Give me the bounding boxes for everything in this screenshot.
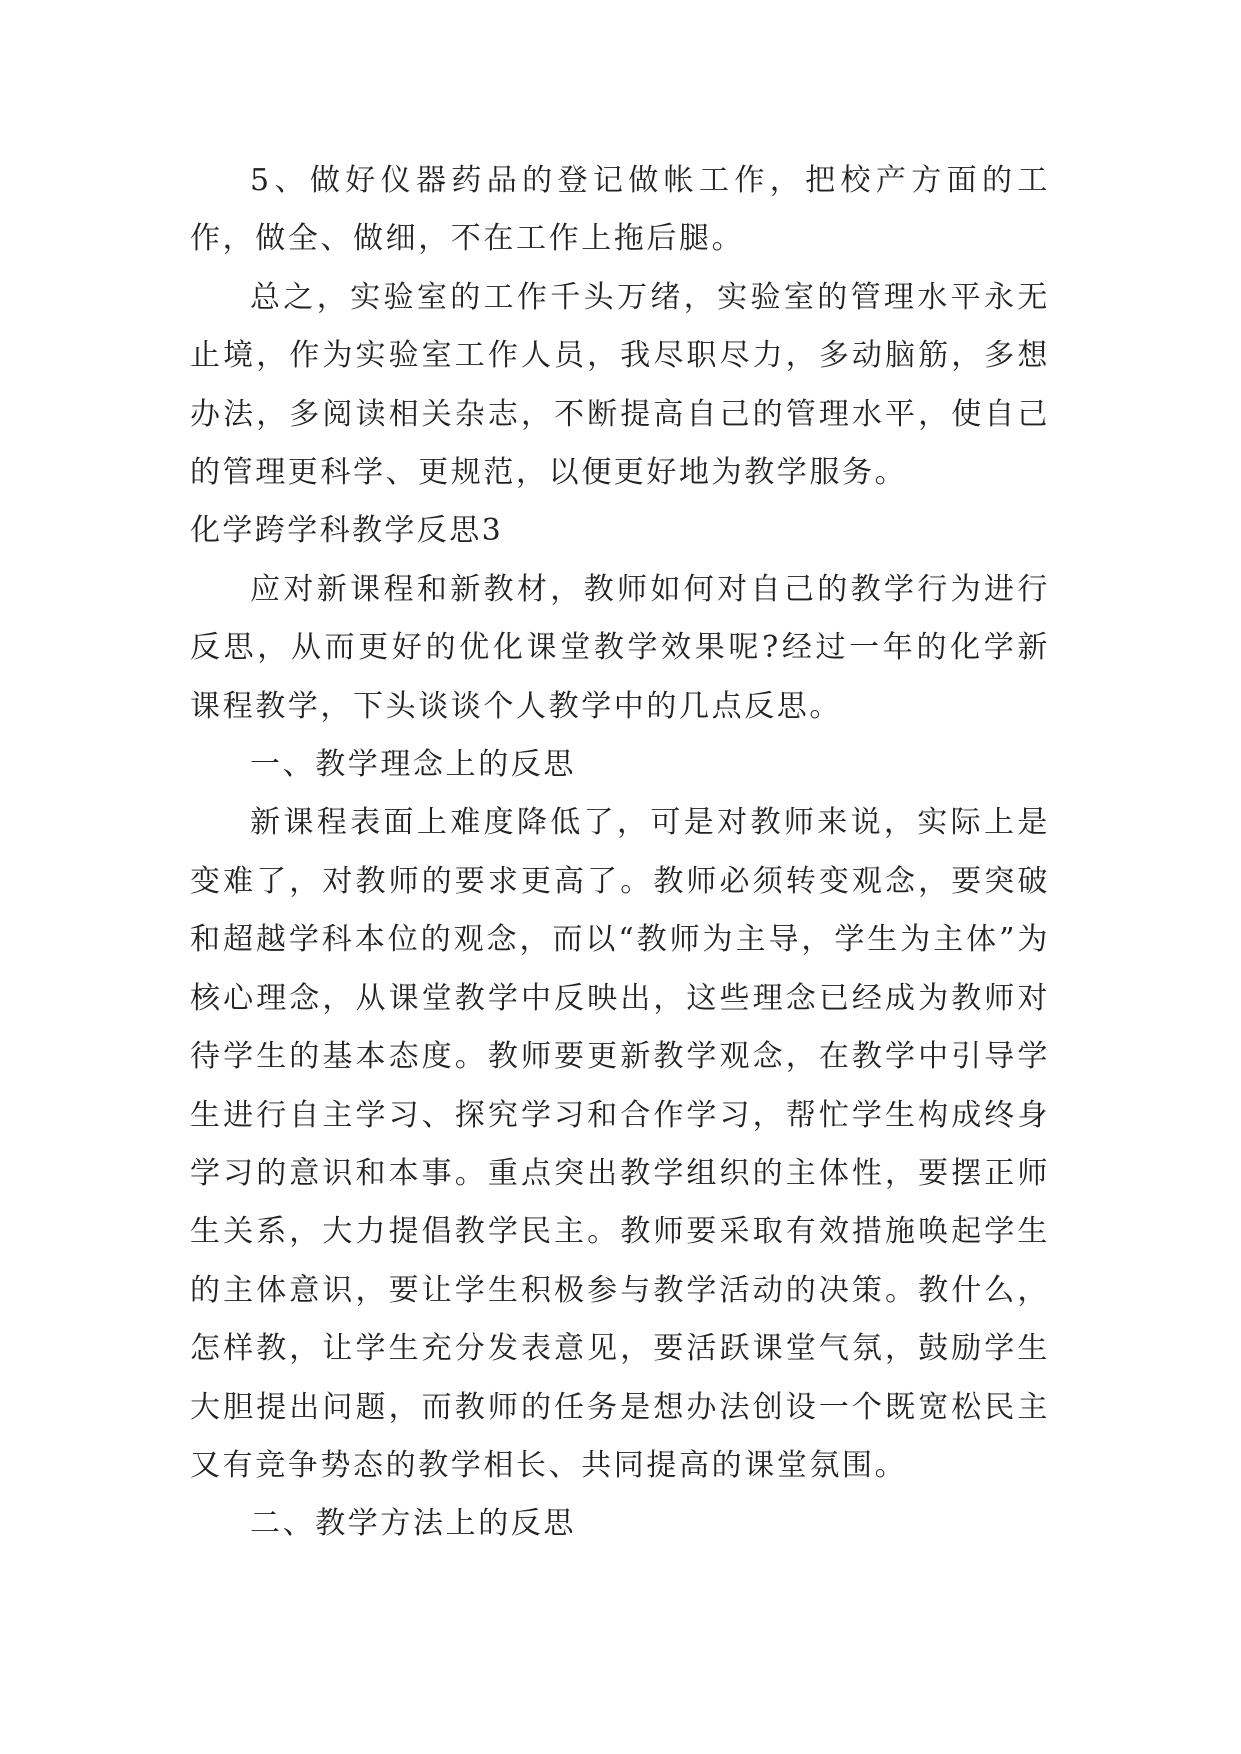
subheading-teaching-concept: 一、教学理念上的反思 — [250, 747, 576, 783]
paragraph-intro: 应对新课程和新教材，教师如何对自己的教学行为进行反思，从而更好的优化课堂教学效果呢?经过一年的化学新课程教学，下头谈谈个人教学中的几点反思。 — [190, 571, 1050, 724]
paragraph-summary: 总之，实验室的工作千头万绪，实验室的管理水平永无止境，作为实验室工作人员，我尽职尽力，多动脑筋，多想办法，多阅读相关杂志，不断提高自己的管理水平，使自己的管理更科学、更规范，以便更好地为教学服务。 — [190, 279, 1050, 491]
subheading-teaching-method: 二、教学方法上的反思 — [250, 1506, 576, 1542]
paragraph-item5-registration: 5、做好仪器药品的登记做帐工作，把校产方面的工作，做全、做细，不在工作上拖后腿。 — [190, 163, 1050, 257]
paragraph-teaching-concept: 新课程表面上难度降低了，可是对教师来说，实际上是变难了，对教师的要求更高了。教师必须转变观念，要突破和超越学科本位的观念，而以“教师为主导，学生为主体”为核心理念，从课堂教学中反映出，这些理念已经成为教师对待学生的基本态度。教师要更新教学观念，在教学中引导学生进行自主学习、探究学习和合作学习，帮忙学生构成终身学习的意识和本事。重点突出教学组织的主体性，要摆正师生关系，大力提倡教学民主。教师要采取有效措施唤起学生的主体意识，要让学生积极参与教学活动的决策。教什么，怎样教，让学生充分发表意见，要活跃课堂气氛，鼓励学生大胆提出问题，而教师的任务是想办法创设一个既宽松民主又有竞争势态的教学相长、共同提高的课堂氛围。 — [190, 805, 1050, 1483]
document-body — [190, 152, 1050, 1554]
section-title: 化学跨学科教学反思3 — [190, 513, 504, 549]
